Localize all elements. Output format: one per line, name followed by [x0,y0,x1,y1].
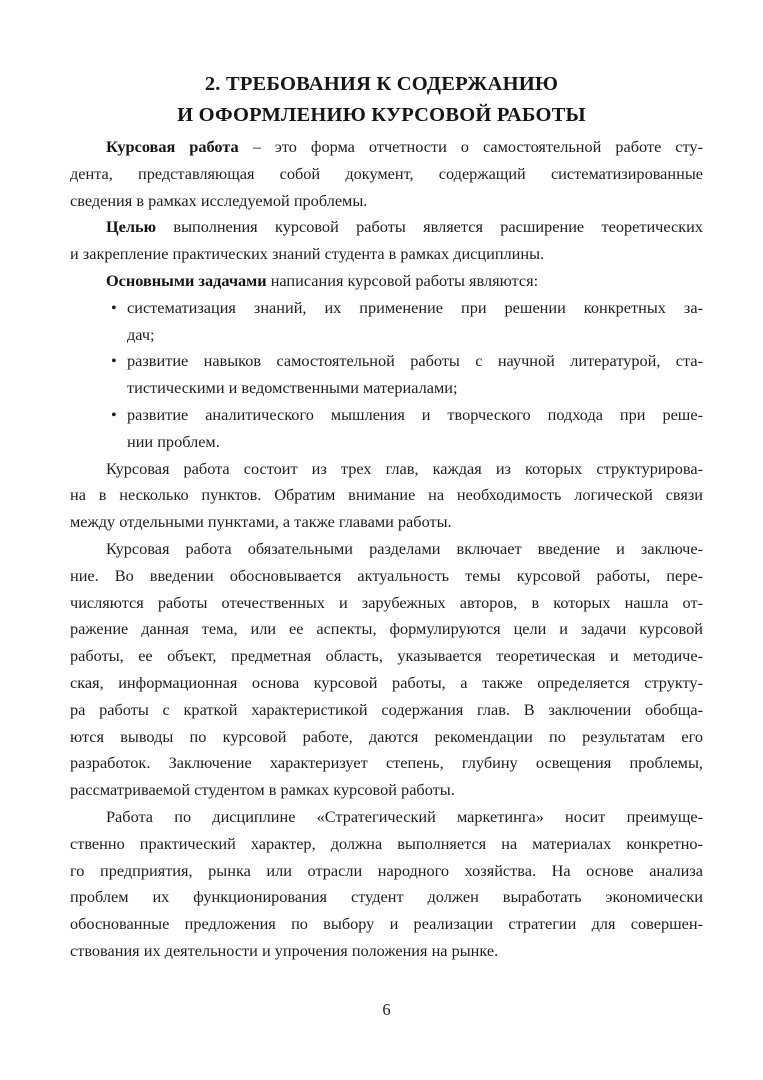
text-line: дач; [127,324,155,344]
text-line: • развитие аналитического мышления и творческого подхода при реше- [70,402,703,429]
bold-lead-text: Основными задачами [106,270,267,290]
text-line: тистическими и ведомственными материалами; [127,378,458,398]
text-line: Основными задачами написания курсовой работы являются: [106,270,539,290]
paragraph [70,456,703,536]
bullet-item [70,402,703,456]
paragraph [70,268,703,295]
text-line: Целью выполнения курсовой работы является расширение теоретических [106,217,703,237]
text-line: работы, ее объект, предметная область, указывается теоретическая и методиче- [70,646,703,666]
text-line: • систематизация знаний, их применение при решении конкретных за- [70,295,703,322]
bold-lead-text: Курсовая работа [106,137,239,156]
bullet-icon: • [111,404,117,424]
bullet-item [70,348,703,402]
text-line: дента, представляющая собой документ, содержащий систематизированные [70,163,703,183]
text-line: ражение данная тема, или ее аспекты, формулируются цели и задачи курсовой [70,619,703,639]
page-title-line-1: 2. ТРЕБОВАНИЯ К СОДЕРЖАНИЮ [204,73,559,95]
paragraph [70,804,703,965]
bullet-icon: • [111,297,117,317]
text-line: ствования их деятельности и упрочения положения на рынке. [70,940,499,960]
text-line: ются выводы по курсовой работе, даются рекомендации по результатам его [70,726,703,746]
text-line: обоснованные предложения по выбору и реализации стратегии для совершен- [70,914,703,934]
bullet-icon: • [111,351,117,371]
text-line: числяются работы отечественных и зарубежных авторов, в которых нашла от- [70,592,703,612]
text-line: ская, информационная основа курсовой работы, а также определяется структу- [70,672,703,692]
text-line: и закрепление практических знаний студента в рамках дисциплины. [70,244,545,264]
text-line: нии проблем. [127,431,220,451]
paragraph [70,536,703,804]
text-line: Курсовая работа состоит из трех глав, каждая из которых структурирова- [106,458,703,478]
text-line: ственно практический характер, должна выполняется на материалах конкретно- [70,833,703,853]
bold-lead-text: Целью [106,217,157,237]
text-line: ние. Во введении обосновывается актуальность темы курсовой работы, пере- [70,565,703,585]
paragraph [70,134,703,214]
text-line: Работа по дисциплине «Стратегический маркетинга» носит преимуще- [106,806,703,826]
text-line: Курсовая работа – это форма отчетности о самостоятельной работе сту- [106,137,703,156]
page-number: 6 [382,1000,391,1019]
text-line: между отдельными пунктами, а также главами работы. [70,512,452,532]
text-line: Курсовая работа обязательными разделами включает введение и заключе- [106,538,703,558]
text-line: на в несколько пунктов. Обратим внимание на необходимость логической связи [70,485,703,505]
paragraph [70,214,703,268]
text-line: разработок. Заключение характеризует степень, глубину освещения проблемы, [70,753,703,773]
document-body [70,134,703,965]
page-title [0,69,763,131]
text-line: сведения в рамках исследуемой проблемы. [70,190,368,210]
text-line: рассматриваемой студентом в рамках курсовой работы. [70,780,455,800]
bullet-item [70,295,703,349]
text-line: проблем их функционирования студент должен выработать экономически [70,887,703,907]
page-title-line-2: И ОФОРМЛЕНИЮ КУРСОВОЙ РАБОТЫ [177,104,586,126]
text-line: ра работы с краткой характеристикой содержания глав. В заключении обобща- [70,699,703,719]
text-line: го предприятия, рынка или отрасли народного хозяйства. На основе анализа [70,860,703,880]
text-line: • развитие навыков самостоятельной работы с научной литературой, ста- [70,348,703,375]
